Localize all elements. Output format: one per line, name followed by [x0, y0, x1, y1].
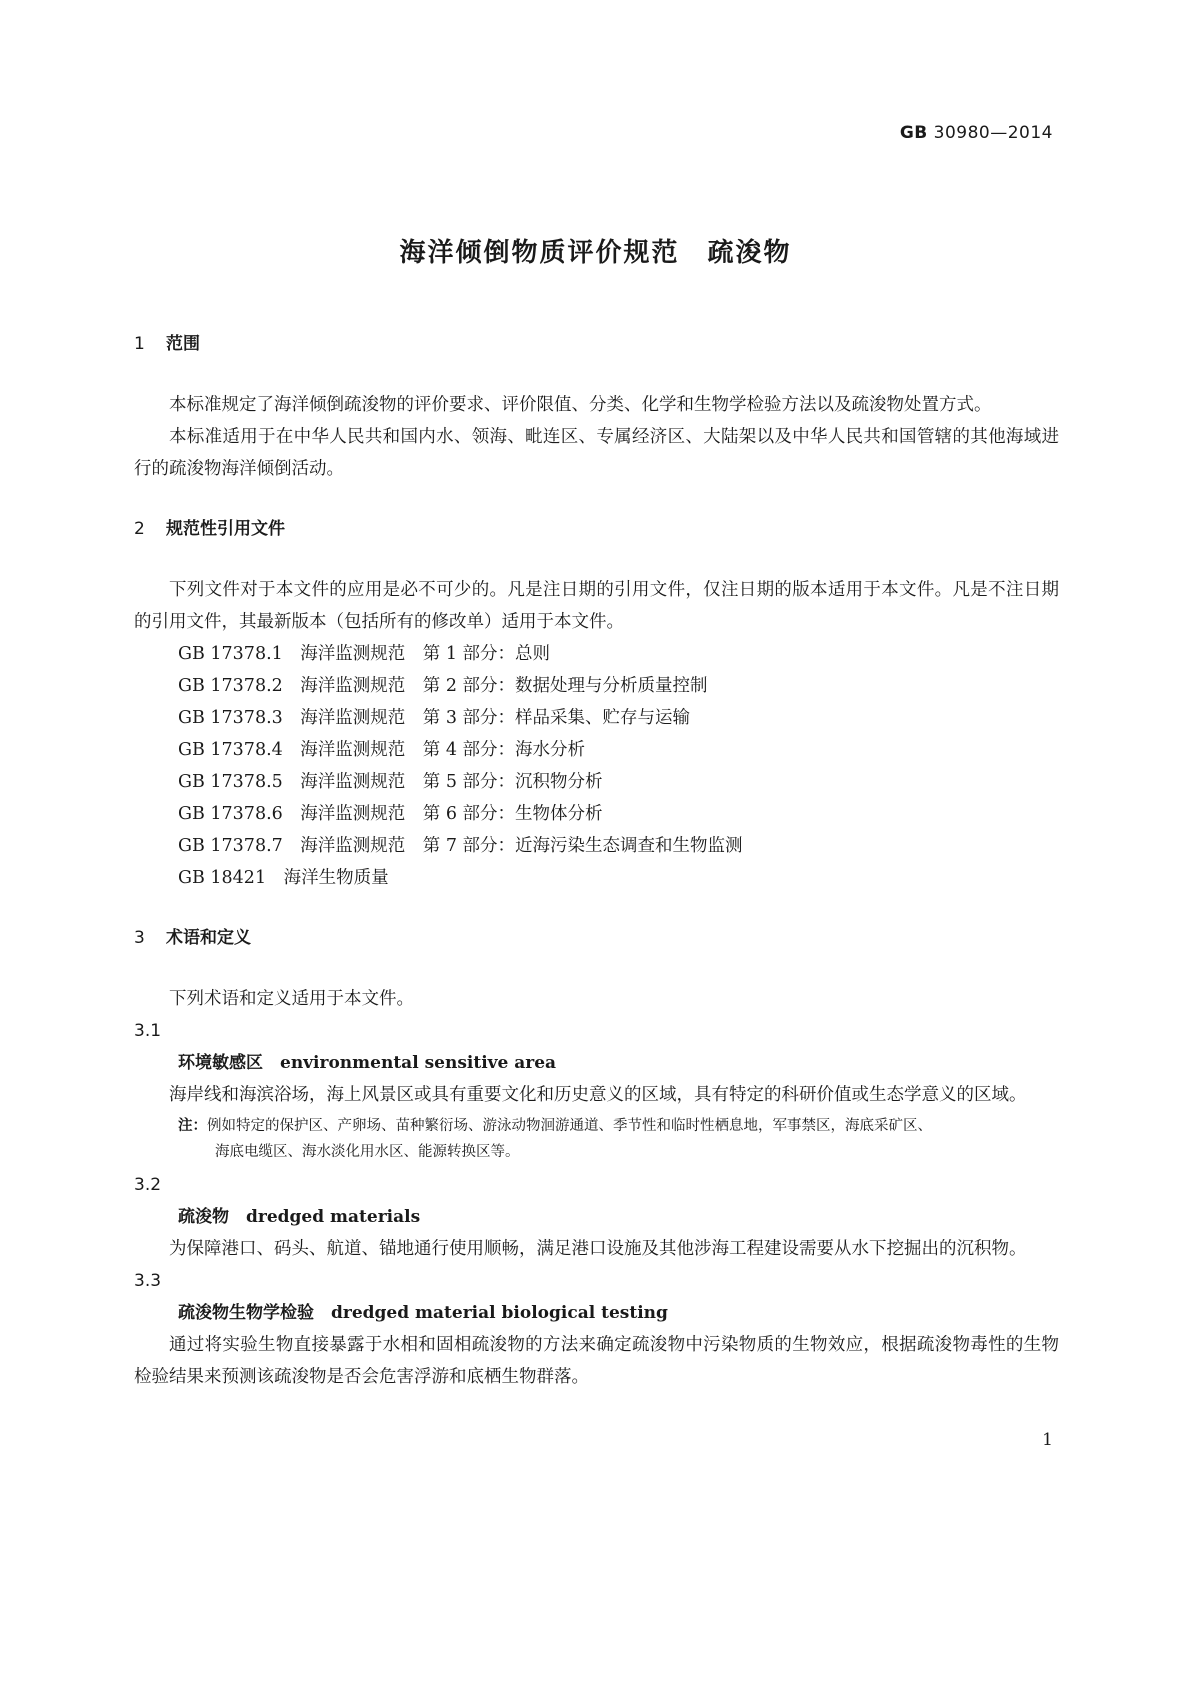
note-label: 注：	[178, 1118, 207, 1134]
reference-item: GB 17378.2 海洋监测规范 第 2 部分：数据处理与分析质量控制	[178, 676, 708, 696]
term-note	[134, 1113, 1059, 1165]
term-title	[134, 1201, 1059, 1233]
reference-item: GB 17378.6 海洋监测规范 第 6 部分：生物体分析	[178, 804, 603, 824]
section-2-heading	[134, 517, 1059, 541]
reference-item: GB 18421 海洋生物质量	[178, 868, 389, 888]
term-name-zh: 疏浚物生物学检验	[178, 1303, 314, 1323]
reference-item: GB 17378.3 海洋监测规范 第 3 部分：样品采集、贮存与运输	[178, 708, 691, 728]
standard-code: 30980—2014	[933, 123, 1053, 143]
section-title: 术语和定义	[166, 928, 251, 948]
reference-item: GB 17378.5 海洋监测规范 第 5 部分：沉积物分析	[178, 772, 603, 792]
term-name-en: dredged material biological testing	[331, 1303, 668, 1323]
references-intro: 下列文件对于本文件的应用是必不可少的。凡是注日期的引用文件，仅注日期的版本适用于本文件。凡是不注日期的引用文件，其最新版本（包括所有的修改单）适用于本文件。	[134, 580, 1059, 632]
standard-prefix: GB	[899, 123, 928, 143]
reference-list	[134, 638, 1059, 894]
term-definition: 通过将实验生物直接暴露于水相和固相疏浚物的方法来确定疏浚物中污染物质的生物效应，根据疏浚物毒性的生物检验结果来预测该疏浚物是否会危害浮游和底栖生物群落。	[134, 1335, 1059, 1387]
term-title	[134, 1047, 1059, 1079]
term-name-en: environmental sensitive area	[280, 1053, 557, 1073]
term-number: 3.1	[134, 1021, 162, 1041]
reference-item: GB 17378.7 海洋监测规范 第 7 部分：近海污染生态调查和生物监测	[178, 836, 743, 856]
standard-number	[900, 123, 1053, 143]
term-name-zh: 疏浚物	[178, 1207, 229, 1227]
section-title: 规范性引用文件	[166, 519, 285, 539]
term-number: 3.2	[134, 1175, 162, 1195]
section-number: 2	[134, 519, 145, 539]
page-number: 1	[1042, 1430, 1053, 1450]
section-1-heading	[134, 332, 1059, 356]
section-3-heading	[134, 926, 1059, 950]
document-title: 海洋倾倒物质评价规范 疏浚物	[399, 238, 792, 268]
term-name-en: dredged materials	[246, 1207, 421, 1227]
term-definition: 海岸线和海滨浴场，海上风景区或具有重要文化和历史意义的区域，具有特定的科研价值或生态学意义的区域。	[169, 1085, 1027, 1105]
section-number: 1	[134, 334, 145, 354]
term-number: 3.3	[134, 1271, 162, 1291]
section-title: 范围	[166, 334, 200, 354]
section-number: 3	[134, 928, 145, 948]
note-text-line-2: 海底电缆区、海水淡化用水区、能源转换区等。	[215, 1144, 520, 1160]
note-text-line-1: 例如特定的保护区、产卵场、苗种繁衍场、游泳动物洄游通道、季节性和临时性栖息地，军事禁区，海底采矿区、	[207, 1118, 932, 1134]
scope-paragraph-2: 本标准适用于在中华人民共和国内水、领海、毗连区、专属经济区、大陆架以及中华人民共和国管辖的其他海域进行的疏浚物海洋倾倒活动。	[134, 427, 1059, 479]
term-title	[134, 1297, 1059, 1329]
reference-item: GB 17378.1 海洋监测规范 第 1 部分：总则	[178, 644, 551, 664]
term-definition: 为保障港口、码头、航道、锚地通行使用顺畅，满足港口设施及其他涉海工程建设需要从水下挖掘出的沉积物。	[169, 1239, 1027, 1259]
scope-paragraph-1: 本标准规定了海洋倾倒疏浚物的评价要求、评价限值、分类、化学和生物学检验方法以及疏浚物处置方式。	[169, 395, 992, 415]
term-name-zh: 环境敏感区	[178, 1053, 263, 1073]
reference-item: GB 17378.4 海洋监测规范 第 4 部分：海水分析	[178, 740, 586, 760]
terms-intro: 下列术语和定义适用于本文件。	[169, 989, 414, 1009]
document-body	[134, 332, 1059, 1393]
